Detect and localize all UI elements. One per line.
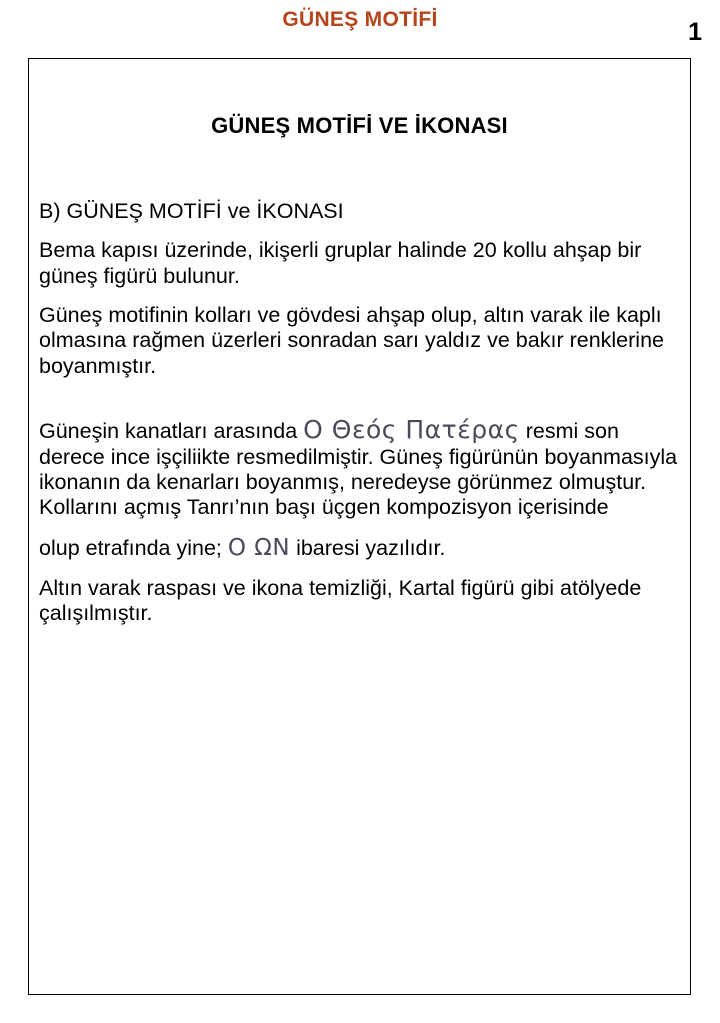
paragraph-closing: Altın varak raspası ve ikona temizliği, Kartal figürü gibi atölyede çalışılmıştır.	[39, 575, 642, 626]
paragraph-motif: Güneş motifinin kolları ve gövdesi ahşap olup, altın varak ile kaplı olmasına rağmen üzerleri sonradan sarı yaldız ve bakır renklerine boyanmıştır.	[39, 303, 664, 378]
document-title: GÜNEŞ MOTİFİ VE İKONASI	[211, 113, 508, 138]
paragraph-section-heading: B) GÜNEŞ MOTİFİ ve İKONASI	[39, 199, 344, 223]
greek-phrase-o-on: Ο ΩΝ	[227, 534, 291, 561]
paragraph-spacer	[35, 393, 684, 415]
content-frame	[28, 58, 691, 995]
header-title: GÜNEŞ MOTİFİ	[282, 8, 438, 31]
mixed-lead-text: Güneşin kanatları arasında	[39, 419, 298, 444]
paragraph-mixed-greek	[35, 415, 684, 521]
paragraph-bema: Bema kapısı üzerinde, ikişerli gruplar halinde 20 kollu ahşap bir güneş figürü bulunur.	[39, 238, 642, 288]
mixed-continuation-text: resmi son derece ince işçiliikte resmedilmiştir. Güneş figürünün boyanmasıyla ikonanın da kenarları boyanmış, neredeyse görünmez olmuştur. Kollarını açmış Tanrı’nın başı üçgen kompozisyon içerisinde	[39, 419, 678, 520]
mixed-tail-lead-text: olup etrafında yine;	[39, 535, 222, 560]
page-number: 1	[688, 18, 702, 46]
page-header	[0, 0, 720, 40]
mixed-tail-end-text: ibaresi yazılıdır.	[296, 535, 446, 560]
paragraph-mixed-greek-tail	[35, 535, 684, 562]
greek-phrase-theos-pateras: Ο Θεός Πατέρας	[303, 415, 520, 445]
document-body	[31, 199, 688, 627]
